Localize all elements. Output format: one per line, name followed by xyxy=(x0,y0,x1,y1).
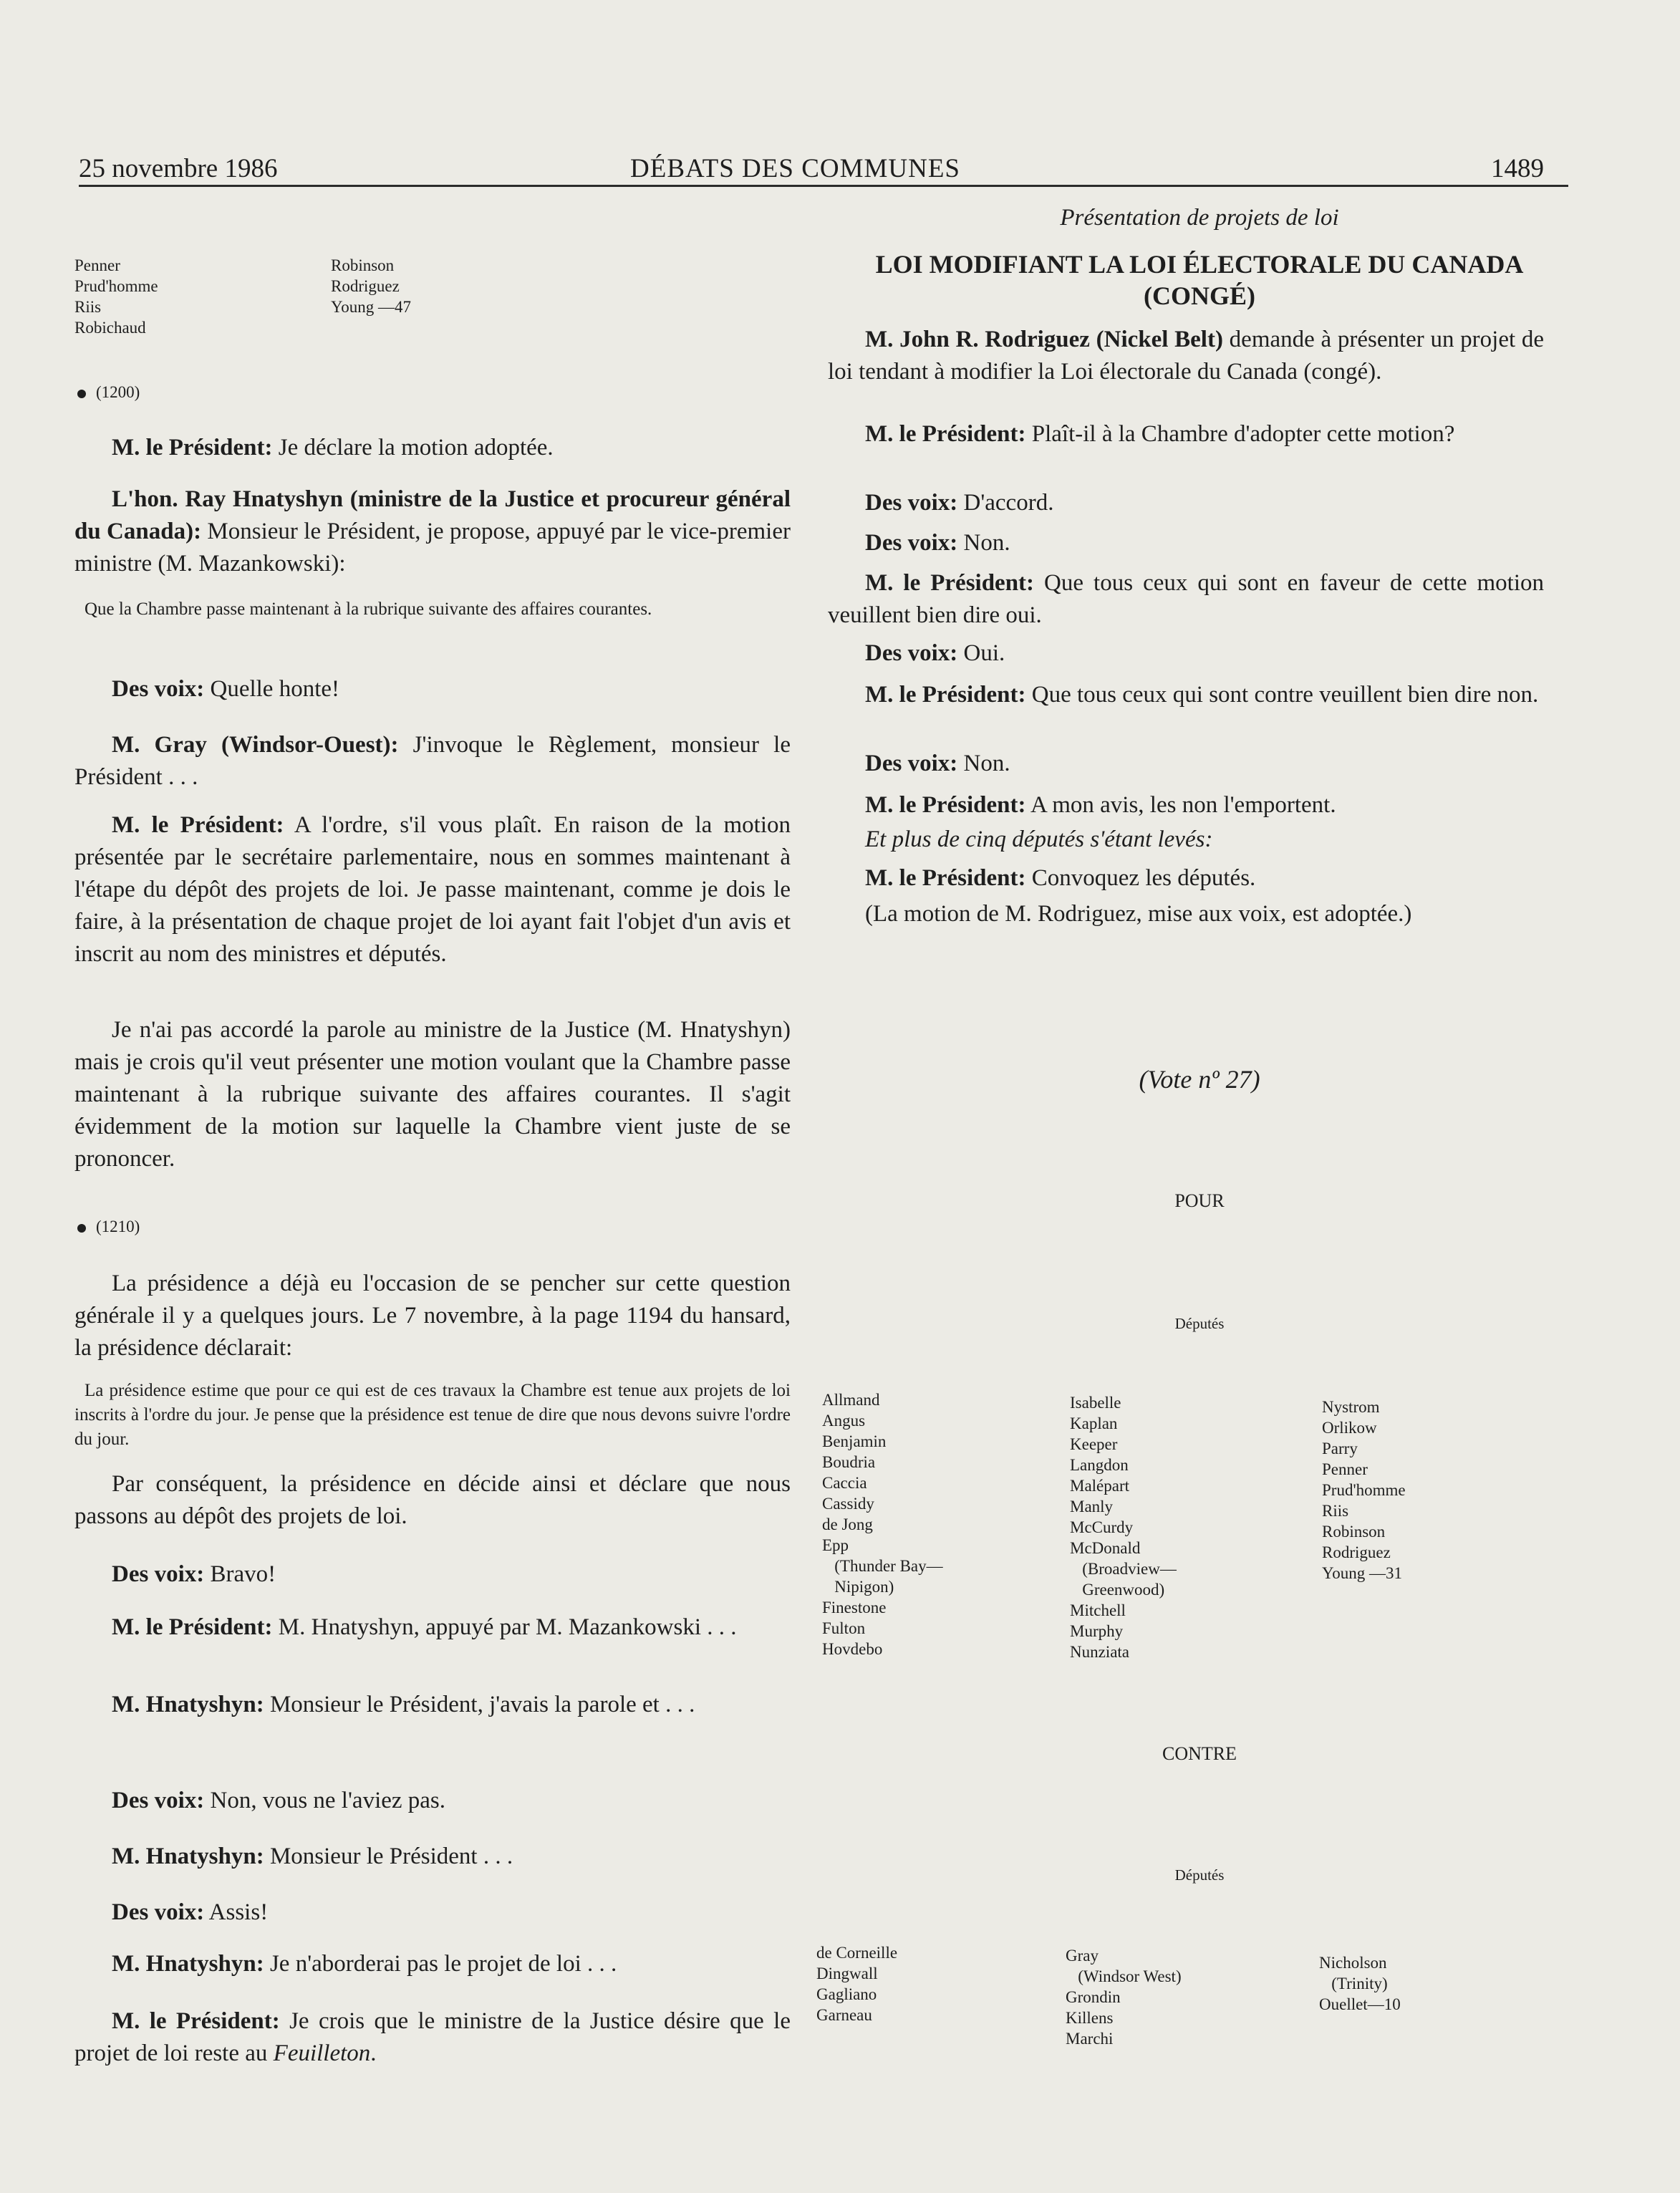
list-item: Caccia xyxy=(822,1474,867,1492)
paragraph-motion-adoptee: (La motion de M. Rodriguez, mise aux voix, est adoptée.) xyxy=(865,901,1412,927)
prior-vote-list-col1 xyxy=(74,255,158,338)
paragraph-presidence-deja: La présidence a déjà eu l'occasion de se pencher sur cette question générale il y a quelques jours. Le 7 novembre, à la page 1194 du hansard, la présidence déclarait: xyxy=(74,1271,791,1361)
list-item: Allmand xyxy=(822,1391,880,1409)
list-item: de Corneille xyxy=(816,1944,898,1962)
list-item: Gray xyxy=(1066,1947,1099,1965)
list-item: Nicholson xyxy=(1319,1954,1387,1972)
contre-list-col1 xyxy=(816,1942,897,2025)
list-item: Robinson xyxy=(1322,1523,1386,1541)
list-item: Benjamin xyxy=(822,1432,887,1450)
bill-title-line1: LOI MODIFIANT LA LOI ÉLECTORALE DU CANADA xyxy=(875,250,1524,279)
list-item: Rodriguez xyxy=(1322,1543,1391,1561)
list-item: Penner xyxy=(1322,1460,1368,1478)
contre-list-col3 xyxy=(1319,1952,1401,2015)
paragraph-rodriguez-demande: M. John R. Rodriguez (Nickel Belt) demande à présenter un projet de loi tendant à modifier la Loi électorale du Canada (congé). xyxy=(828,327,1544,385)
list-item: McCurdy xyxy=(1070,1518,1134,1536)
list-item: Boudria xyxy=(822,1453,876,1471)
list-item: Robinson xyxy=(331,256,395,274)
list-item: Fulton xyxy=(822,1619,866,1637)
paragraph-hnatyshyn-monsieur: M. Hnatyshyn: Monsieur le Président . . . xyxy=(112,1843,513,1869)
paragraph-president-motion-adopted: M. le Président: Je déclare la motion adoptée. xyxy=(112,435,554,461)
paragraph-des-voix-quelle-honte: Des voix: Quelle honte! xyxy=(112,676,340,702)
list-item: Garneau xyxy=(816,2006,872,2024)
timestamp-1210: (1210) xyxy=(77,1218,140,1236)
paragraph-president-convoquez: M. le Président: Convoquez les députés. xyxy=(865,865,1256,891)
list-item: Rodriguez xyxy=(331,277,400,295)
list-item: Epp xyxy=(822,1536,849,1554)
list-item: (Broadview— xyxy=(1070,1560,1177,1578)
bullet-icon xyxy=(77,390,86,398)
list-item: Cassidy xyxy=(822,1495,874,1513)
section-title: Présentation de projets de loi xyxy=(1060,205,1339,231)
pour-list-col2 xyxy=(1070,1392,1177,1662)
paragraph-gray-point-of-order: M. Gray (Windsor-Ouest): J'invoque le Règlement, monsieur le Président . . . xyxy=(74,732,791,790)
paragraph-des-voix-non-1: Des voix: Non. xyxy=(865,530,1010,556)
pour-list-col1 xyxy=(822,1389,943,1659)
list-item: Hovdebo xyxy=(822,1640,883,1658)
list-item: Young —31 xyxy=(1322,1564,1403,1582)
vote-title: (Vote nº 27) xyxy=(1139,1065,1260,1094)
list-item: de Jong xyxy=(822,1515,873,1533)
paragraph-president-en-faveur: M. le Président: Que tous ceux qui sont en faveur de cette motion veuillent bien dire oui. xyxy=(828,570,1545,628)
header-journal-title: DÉBATS DES COMMUNES xyxy=(630,154,961,183)
list-item: (Windsor West) xyxy=(1066,1967,1182,1985)
list-item: Riis xyxy=(74,298,102,316)
list-item: Langdon xyxy=(1070,1456,1129,1474)
list-item: Mitchell xyxy=(1070,1601,1126,1619)
paragraph-president-plait-il: M. le Président: Plaît-il à la Chambre d'adopter cette motion? xyxy=(865,421,1455,447)
paragraph-cinq-deputes: Et plus de cinq députés s'étant levés: xyxy=(865,826,1213,852)
bill-title-line2: (CONGÉ) xyxy=(1144,281,1255,310)
list-item: Penner xyxy=(74,256,120,274)
timestamp-1200: (1200) xyxy=(77,383,140,402)
list-item: (Trinity) xyxy=(1319,1975,1388,1992)
list-item: Murphy xyxy=(1070,1622,1124,1640)
paragraph-president-mon-avis: M. le Président: A mon avis, les non l'emportent. xyxy=(865,792,1336,818)
list-item: Dingwall xyxy=(816,1965,878,1982)
paragraph-president-feuilleton: M. le Président: Je crois que le ministre de la Justice désire que le projet de loi reste au Feuilleton. xyxy=(74,2008,791,2066)
list-item: Young —47 xyxy=(331,298,412,316)
list-item: Kaplan xyxy=(1070,1414,1118,1432)
list-item: Killens xyxy=(1066,2009,1114,2027)
list-item: Greenwood) xyxy=(1070,1581,1165,1599)
paragraph-des-voix-bravo: Des voix: Bravo! xyxy=(112,1561,276,1587)
list-item: McDonald xyxy=(1070,1539,1141,1557)
paragraph-hnatyshyn-aborderai: M. Hnatyshyn: Je n'aborderai pas le projet de loi . . . xyxy=(112,1951,617,1977)
list-item: (Thunder Bay— xyxy=(822,1557,943,1575)
header-date: 25 novembre 1986 xyxy=(79,154,278,183)
quote-motion-text: Que la Chambre passe maintenant à la rubrique suivante des affaires courantes. xyxy=(85,599,652,619)
paragraph-president-hnatyshyn-appuye: M. le Président: M. Hnatyshyn, appuyé par M. Mazankowski . . . xyxy=(112,1614,737,1640)
paragraph-hnatyshyn-motion: L'hon. Ray Hnatyshyn (ministre de la Justice et procureur général du Canada): Monsieur le Président, je propose, appuyé par le vice-premier ministre (M. Mazankowski): xyxy=(74,486,791,577)
list-item: Nystrom xyxy=(1322,1398,1380,1416)
list-item: Nipigon) xyxy=(822,1578,894,1596)
list-item: Robichaud xyxy=(74,319,146,337)
list-item: Prud'homme xyxy=(1322,1481,1406,1499)
pour-deputes-label: Députés xyxy=(1174,1315,1225,1332)
bullet-icon xyxy=(77,1224,86,1233)
contre-deputes-label: Députés xyxy=(1174,1866,1225,1884)
pour-label: POUR xyxy=(1174,1190,1225,1211)
list-item: Gagliano xyxy=(816,1985,877,2003)
paragraph-hnatyshyn-parole: M. Hnatyshyn: Monsieur le Président, j'avais la parole et . . . xyxy=(112,1692,695,1717)
list-item: Orlikow xyxy=(1322,1419,1377,1437)
list-item: Nunziata xyxy=(1070,1643,1130,1661)
pour-list-col3 xyxy=(1322,1397,1406,1584)
list-item: Grondin xyxy=(1066,1988,1121,2006)
contre-label: CONTRE xyxy=(1162,1743,1237,1764)
paragraph-par-consequent: Par conséquent, la présidence en décide ainsi et déclare que nous passons au dépôt des projets de loi. xyxy=(74,1471,791,1529)
paragraph-justice-minister: Je n'ai pas accordé la parole au ministre de la Justice (M. Hnatyshyn) mais je crois qu'il veut présenter une motion voulant que la Chambre passe maintenant à la rubrique suivante des affaires courantes. Il s'agit évidemment de la motion sur laquelle la Chambre vient juste de se prononcer. xyxy=(74,1017,791,1172)
list-item: Malépart xyxy=(1070,1477,1130,1495)
list-item: Angus xyxy=(822,1412,866,1430)
header-rule xyxy=(79,185,1568,187)
list-item: Prud'homme xyxy=(74,277,158,295)
header-page-number: 1489 xyxy=(1491,154,1544,183)
paragraph-des-voix-oui: Des voix: Oui. xyxy=(865,640,1005,666)
list-item: Parry xyxy=(1322,1440,1358,1457)
list-item: Keeper xyxy=(1070,1435,1118,1453)
paragraph-des-voix-accord: Des voix: D'accord. xyxy=(865,490,1054,516)
paragraph-president-a-l-ordre: M. le Président: A l'ordre, s'il vous plaît. En raison de la motion présentée par le secrétaire parlementaire, nous en sommes maintenant à l'étape du dépôt des projets de loi. Je passe maintenant, comme je dois le faire, à la présentation de chaque projet de loi ayant fait l'objet d'un avis et inscrit au nom des ministres et députés. xyxy=(74,812,791,967)
paragraph-des-voix-assis: Des voix: Assis! xyxy=(112,1899,269,1925)
list-item: Ouellet—10 xyxy=(1319,1995,1401,2013)
list-item: Finestone xyxy=(822,1599,887,1616)
paragraph-des-voix-non-aviez: Des voix: Non, vous ne l'aviez pas. xyxy=(112,1788,446,1813)
contre-list-col2 xyxy=(1066,1945,1182,2049)
list-item: Marchi xyxy=(1066,2030,1114,2048)
prior-vote-list-col2 xyxy=(331,255,411,317)
list-item: Manly xyxy=(1070,1498,1114,1515)
quote-presidence-estime: La présidence estime que pour ce qui est de ces travaux la Chambre est tenue aux projets de loi inscrits à l'ordre du jour. Je pense que la présidence est tenue de dire que nous devons suivre l'ordre du jour. xyxy=(74,1381,791,1449)
paragraph-president-contre: M. le Président: Que tous ceux qui sont contre veuillent bien dire non. xyxy=(865,682,1539,708)
list-item: Riis xyxy=(1322,1502,1349,1520)
paragraph-des-voix-non-2: Des voix: Non. xyxy=(865,751,1010,776)
list-item: Isabelle xyxy=(1070,1394,1121,1412)
